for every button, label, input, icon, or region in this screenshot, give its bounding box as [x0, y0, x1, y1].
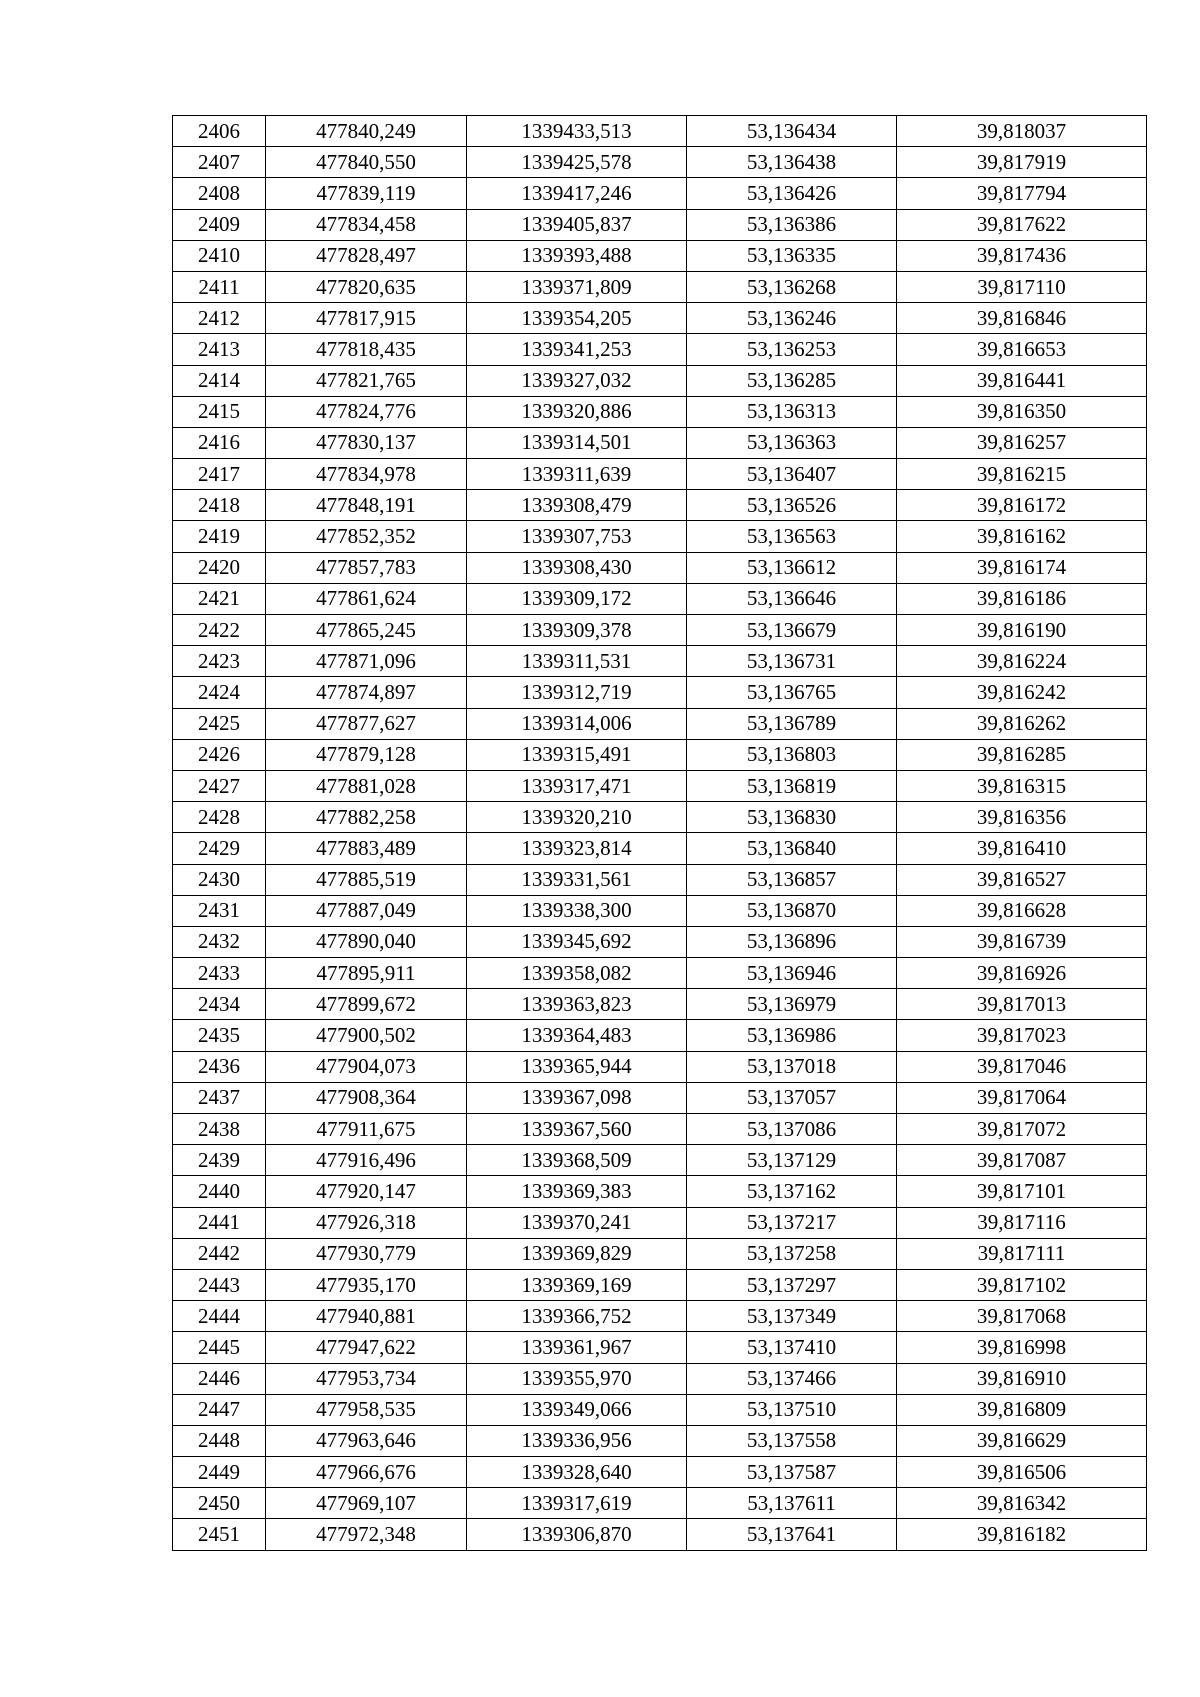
x-coordinate-cell: 477877,627	[266, 708, 467, 739]
longitude-cell: 39,816998	[897, 1332, 1147, 1363]
longitude-cell: 39,816182	[897, 1519, 1147, 1550]
longitude-cell: 39,816739	[897, 926, 1147, 957]
latitude-cell: 53,136407	[687, 459, 897, 490]
point-number-cell: 2448	[173, 1425, 266, 1456]
latitude-cell: 53,136803	[687, 739, 897, 770]
y-coordinate-cell: 1339367,098	[467, 1082, 687, 1113]
latitude-cell: 53,136434	[687, 116, 897, 147]
longitude-cell: 39,817110	[897, 271, 1147, 302]
y-coordinate-cell: 1339345,692	[467, 926, 687, 957]
point-number-cell: 2424	[173, 677, 266, 708]
x-coordinate-cell: 477904,073	[266, 1051, 467, 1082]
y-coordinate-cell: 1339369,169	[467, 1269, 687, 1300]
y-coordinate-cell: 1339311,639	[467, 459, 687, 490]
latitude-cell: 53,137086	[687, 1114, 897, 1145]
point-number-cell: 2429	[173, 833, 266, 864]
longitude-cell: 39,817111	[897, 1238, 1147, 1269]
x-coordinate-cell: 477887,049	[266, 895, 467, 926]
point-number-cell: 2414	[173, 365, 266, 396]
point-number-cell: 2443	[173, 1269, 266, 1300]
table-row	[173, 396, 1147, 427]
y-coordinate-cell: 1339314,501	[467, 427, 687, 458]
point-number-cell: 2445	[173, 1332, 266, 1363]
point-number-cell: 2446	[173, 1363, 266, 1394]
x-coordinate-cell: 477852,352	[266, 521, 467, 552]
latitude-cell: 53,137410	[687, 1332, 897, 1363]
latitude-cell: 53,136979	[687, 989, 897, 1020]
x-coordinate-cell: 477882,258	[266, 802, 467, 833]
x-coordinate-cell: 477821,765	[266, 365, 467, 396]
x-coordinate-cell: 477920,147	[266, 1176, 467, 1207]
table-row	[173, 1082, 1147, 1113]
table-row	[173, 334, 1147, 365]
y-coordinate-cell: 1339341,253	[467, 334, 687, 365]
y-coordinate-cell: 1339308,479	[467, 490, 687, 521]
longitude-cell: 39,817622	[897, 209, 1147, 240]
latitude-cell: 53,136335	[687, 240, 897, 271]
y-coordinate-cell: 1339309,172	[467, 583, 687, 614]
y-coordinate-cell: 1339309,378	[467, 615, 687, 646]
x-coordinate-cell: 477895,911	[266, 958, 467, 989]
y-coordinate-cell: 1339433,513	[467, 116, 687, 147]
coordinates-table-body	[173, 116, 1147, 1551]
longitude-cell: 39,816262	[897, 708, 1147, 739]
table-row	[173, 1020, 1147, 1051]
x-coordinate-cell: 477899,672	[266, 989, 467, 1020]
longitude-cell: 39,817436	[897, 240, 1147, 271]
x-coordinate-cell: 477874,897	[266, 677, 467, 708]
point-number-cell: 2421	[173, 583, 266, 614]
longitude-cell: 39,816190	[897, 615, 1147, 646]
table-row	[173, 271, 1147, 302]
table-row	[173, 147, 1147, 178]
y-coordinate-cell: 1339363,823	[467, 989, 687, 1020]
longitude-cell: 39,817087	[897, 1145, 1147, 1176]
longitude-cell: 39,816215	[897, 459, 1147, 490]
y-coordinate-cell: 1339317,619	[467, 1488, 687, 1519]
point-number-cell: 2426	[173, 739, 266, 770]
x-coordinate-cell: 477958,535	[266, 1394, 467, 1425]
table-row	[173, 1519, 1147, 1550]
point-number-cell: 2439	[173, 1145, 266, 1176]
table-row	[173, 240, 1147, 271]
latitude-cell: 53,136363	[687, 427, 897, 458]
point-number-cell: 2450	[173, 1488, 266, 1519]
latitude-cell: 53,137162	[687, 1176, 897, 1207]
longitude-cell: 39,816910	[897, 1363, 1147, 1394]
x-coordinate-cell: 477818,435	[266, 334, 467, 365]
latitude-cell: 53,137057	[687, 1082, 897, 1113]
table-row	[173, 427, 1147, 458]
point-number-cell: 2418	[173, 490, 266, 521]
latitude-cell: 53,136285	[687, 365, 897, 396]
latitude-cell: 53,137349	[687, 1301, 897, 1332]
point-number-cell: 2415	[173, 396, 266, 427]
latitude-cell: 53,136563	[687, 521, 897, 552]
table-row	[173, 1238, 1147, 1269]
point-number-cell: 2407	[173, 147, 266, 178]
x-coordinate-cell: 477911,675	[266, 1114, 467, 1145]
point-number-cell: 2440	[173, 1176, 266, 1207]
x-coordinate-cell: 477916,496	[266, 1145, 467, 1176]
coordinates-table	[172, 115, 1147, 1551]
x-coordinate-cell: 477871,096	[266, 646, 467, 677]
y-coordinate-cell: 1339338,300	[467, 895, 687, 926]
x-coordinate-cell: 477861,624	[266, 583, 467, 614]
latitude-cell: 53,136840	[687, 833, 897, 864]
point-number-cell: 2422	[173, 615, 266, 646]
table-row	[173, 303, 1147, 334]
point-number-cell: 2423	[173, 646, 266, 677]
table-row	[173, 926, 1147, 957]
longitude-cell: 39,817101	[897, 1176, 1147, 1207]
latitude-cell: 53,137466	[687, 1363, 897, 1394]
latitude-cell: 53,137558	[687, 1425, 897, 1456]
y-coordinate-cell: 1339307,753	[467, 521, 687, 552]
y-coordinate-cell: 1339355,970	[467, 1363, 687, 1394]
longitude-cell: 39,817116	[897, 1207, 1147, 1238]
point-number-cell: 2416	[173, 427, 266, 458]
y-coordinate-cell: 1339308,430	[467, 552, 687, 583]
x-coordinate-cell: 477969,107	[266, 1488, 467, 1519]
x-coordinate-cell: 477926,318	[266, 1207, 467, 1238]
longitude-cell: 39,816629	[897, 1425, 1147, 1456]
latitude-cell: 53,137018	[687, 1051, 897, 1082]
latitude-cell: 53,136612	[687, 552, 897, 583]
x-coordinate-cell: 477820,635	[266, 271, 467, 302]
latitude-cell: 53,136896	[687, 926, 897, 957]
x-coordinate-cell: 477966,676	[266, 1457, 467, 1488]
point-number-cell: 2413	[173, 334, 266, 365]
latitude-cell: 53,136246	[687, 303, 897, 334]
x-coordinate-cell: 477839,119	[266, 178, 467, 209]
latitude-cell: 53,136857	[687, 864, 897, 895]
point-number-cell: 2419	[173, 521, 266, 552]
longitude-cell: 39,816506	[897, 1457, 1147, 1488]
longitude-cell: 39,816809	[897, 1394, 1147, 1425]
y-coordinate-cell: 1339370,241	[467, 1207, 687, 1238]
latitude-cell: 53,136870	[687, 895, 897, 926]
longitude-cell: 39,816257	[897, 427, 1147, 458]
x-coordinate-cell: 477972,348	[266, 1519, 467, 1550]
point-number-cell: 2434	[173, 989, 266, 1020]
point-number-cell: 2431	[173, 895, 266, 926]
y-coordinate-cell: 1339367,560	[467, 1114, 687, 1145]
point-number-cell: 2412	[173, 303, 266, 334]
y-coordinate-cell: 1339405,837	[467, 209, 687, 240]
longitude-cell: 39,816172	[897, 490, 1147, 521]
point-number-cell: 2435	[173, 1020, 266, 1051]
y-coordinate-cell: 1339368,509	[467, 1145, 687, 1176]
y-coordinate-cell: 1339306,870	[467, 1519, 687, 1550]
table-row	[173, 1363, 1147, 1394]
x-coordinate-cell: 477883,489	[266, 833, 467, 864]
longitude-cell: 39,817072	[897, 1114, 1147, 1145]
latitude-cell: 53,136946	[687, 958, 897, 989]
point-number-cell: 2442	[173, 1238, 266, 1269]
y-coordinate-cell: 1339369,829	[467, 1238, 687, 1269]
x-coordinate-cell: 477857,783	[266, 552, 467, 583]
table-row	[173, 521, 1147, 552]
y-coordinate-cell: 1339317,471	[467, 770, 687, 801]
y-coordinate-cell: 1339331,561	[467, 864, 687, 895]
x-coordinate-cell: 477865,245	[266, 615, 467, 646]
point-number-cell: 2432	[173, 926, 266, 957]
y-coordinate-cell: 1339417,246	[467, 178, 687, 209]
latitude-cell: 53,137217	[687, 1207, 897, 1238]
longitude-cell: 39,816653	[897, 334, 1147, 365]
y-coordinate-cell: 1339354,205	[467, 303, 687, 334]
y-coordinate-cell: 1339366,752	[467, 1301, 687, 1332]
point-number-cell: 2441	[173, 1207, 266, 1238]
longitude-cell: 39,816350	[897, 396, 1147, 427]
x-coordinate-cell: 477834,978	[266, 459, 467, 490]
y-coordinate-cell: 1339425,578	[467, 147, 687, 178]
y-coordinate-cell: 1339315,491	[467, 739, 687, 770]
y-coordinate-cell: 1339349,066	[467, 1394, 687, 1425]
x-coordinate-cell: 477890,040	[266, 926, 467, 957]
table-row	[173, 116, 1147, 147]
longitude-cell: 39,817064	[897, 1082, 1147, 1113]
longitude-cell: 39,816527	[897, 864, 1147, 895]
longitude-cell: 39,816410	[897, 833, 1147, 864]
y-coordinate-cell: 1339371,809	[467, 271, 687, 302]
longitude-cell: 39,816926	[897, 958, 1147, 989]
point-number-cell: 2420	[173, 552, 266, 583]
point-number-cell: 2408	[173, 178, 266, 209]
longitude-cell: 39,816315	[897, 770, 1147, 801]
table-row	[173, 459, 1147, 490]
y-coordinate-cell: 1339365,944	[467, 1051, 687, 1082]
table-row	[173, 833, 1147, 864]
longitude-cell: 39,816242	[897, 677, 1147, 708]
latitude-cell: 53,137587	[687, 1457, 897, 1488]
point-number-cell: 2409	[173, 209, 266, 240]
point-number-cell: 2436	[173, 1051, 266, 1082]
longitude-cell: 39,816441	[897, 365, 1147, 396]
longitude-cell: 39,816846	[897, 303, 1147, 334]
latitude-cell: 53,137297	[687, 1269, 897, 1300]
table-row	[173, 1176, 1147, 1207]
point-number-cell: 2449	[173, 1457, 266, 1488]
latitude-cell: 53,136426	[687, 178, 897, 209]
y-coordinate-cell: 1339327,032	[467, 365, 687, 396]
table-row	[173, 1332, 1147, 1363]
point-number-cell: 2430	[173, 864, 266, 895]
x-coordinate-cell: 477885,519	[266, 864, 467, 895]
latitude-cell: 53,136313	[687, 396, 897, 427]
longitude-cell: 39,817794	[897, 178, 1147, 209]
point-number-cell: 2411	[173, 271, 266, 302]
table-row	[173, 1425, 1147, 1456]
y-coordinate-cell: 1339323,814	[467, 833, 687, 864]
table-row	[173, 1051, 1147, 1082]
x-coordinate-cell: 477824,776	[266, 396, 467, 427]
latitude-cell: 53,136819	[687, 770, 897, 801]
table-row	[173, 770, 1147, 801]
longitude-cell: 39,817013	[897, 989, 1147, 1020]
longitude-cell: 39,816356	[897, 802, 1147, 833]
table-row	[173, 1269, 1147, 1300]
longitude-cell: 39,816186	[897, 583, 1147, 614]
x-coordinate-cell: 477830,137	[266, 427, 467, 458]
x-coordinate-cell: 477848,191	[266, 490, 467, 521]
longitude-cell: 39,816174	[897, 552, 1147, 583]
latitude-cell: 53,136789	[687, 708, 897, 739]
point-number-cell: 2438	[173, 1114, 266, 1145]
latitude-cell: 53,136526	[687, 490, 897, 521]
table-row	[173, 552, 1147, 583]
y-coordinate-cell: 1339393,488	[467, 240, 687, 271]
x-coordinate-cell: 477940,881	[266, 1301, 467, 1332]
y-coordinate-cell: 1339311,531	[467, 646, 687, 677]
table-row	[173, 209, 1147, 240]
table-row	[173, 677, 1147, 708]
point-number-cell: 2444	[173, 1301, 266, 1332]
latitude-cell: 53,136679	[687, 615, 897, 646]
table-row	[173, 1301, 1147, 1332]
y-coordinate-cell: 1339336,956	[467, 1425, 687, 1456]
latitude-cell: 53,137258	[687, 1238, 897, 1269]
table-row	[173, 365, 1147, 396]
y-coordinate-cell: 1339358,082	[467, 958, 687, 989]
x-coordinate-cell: 477935,170	[266, 1269, 467, 1300]
table-row	[173, 615, 1147, 646]
latitude-cell: 53,136731	[687, 646, 897, 677]
point-number-cell: 2451	[173, 1519, 266, 1550]
latitude-cell: 53,136438	[687, 147, 897, 178]
x-coordinate-cell: 477900,502	[266, 1020, 467, 1051]
table-row	[173, 178, 1147, 209]
table-row	[173, 708, 1147, 739]
latitude-cell: 53,136253	[687, 334, 897, 365]
y-coordinate-cell: 1339369,383	[467, 1176, 687, 1207]
y-coordinate-cell: 1339312,719	[467, 677, 687, 708]
y-coordinate-cell: 1339361,967	[467, 1332, 687, 1363]
table-row	[173, 958, 1147, 989]
x-coordinate-cell: 477817,915	[266, 303, 467, 334]
longitude-cell: 39,817068	[897, 1301, 1147, 1332]
y-coordinate-cell: 1339364,483	[467, 1020, 687, 1051]
latitude-cell: 53,137641	[687, 1519, 897, 1550]
point-number-cell: 2410	[173, 240, 266, 271]
x-coordinate-cell: 477828,497	[266, 240, 467, 271]
table-row	[173, 1207, 1147, 1238]
table-row	[173, 583, 1147, 614]
longitude-cell: 39,816628	[897, 895, 1147, 926]
table-row	[173, 1394, 1147, 1425]
table-row	[173, 989, 1147, 1020]
table-row	[173, 1488, 1147, 1519]
table-row	[173, 1145, 1147, 1176]
table-row	[173, 1457, 1147, 1488]
latitude-cell: 53,137129	[687, 1145, 897, 1176]
x-coordinate-cell: 477881,028	[266, 770, 467, 801]
x-coordinate-cell: 477840,249	[266, 116, 467, 147]
table-row	[173, 1114, 1147, 1145]
x-coordinate-cell: 477953,734	[266, 1363, 467, 1394]
longitude-cell: 39,816285	[897, 739, 1147, 770]
y-coordinate-cell: 1339320,886	[467, 396, 687, 427]
x-coordinate-cell: 477879,128	[266, 739, 467, 770]
latitude-cell: 53,136986	[687, 1020, 897, 1051]
longitude-cell: 39,816224	[897, 646, 1147, 677]
point-number-cell: 2428	[173, 802, 266, 833]
y-coordinate-cell: 1339328,640	[467, 1457, 687, 1488]
table-row	[173, 490, 1147, 521]
table-row	[173, 739, 1147, 770]
x-coordinate-cell: 477834,458	[266, 209, 467, 240]
latitude-cell: 53,137611	[687, 1488, 897, 1519]
point-number-cell: 2437	[173, 1082, 266, 1113]
longitude-cell: 39,817023	[897, 1020, 1147, 1051]
point-number-cell: 2417	[173, 459, 266, 490]
latitude-cell: 53,136268	[687, 271, 897, 302]
longitude-cell: 39,818037	[897, 116, 1147, 147]
longitude-cell: 39,816342	[897, 1488, 1147, 1519]
longitude-cell: 39,817102	[897, 1269, 1147, 1300]
latitude-cell: 53,136765	[687, 677, 897, 708]
point-number-cell: 2425	[173, 708, 266, 739]
table-row	[173, 895, 1147, 926]
point-number-cell: 2433	[173, 958, 266, 989]
latitude-cell: 53,137510	[687, 1394, 897, 1425]
point-number-cell: 2427	[173, 770, 266, 801]
y-coordinate-cell: 1339320,210	[467, 802, 687, 833]
point-number-cell: 2447	[173, 1394, 266, 1425]
longitude-cell: 39,816162	[897, 521, 1147, 552]
longitude-cell: 39,817046	[897, 1051, 1147, 1082]
x-coordinate-cell: 477908,364	[266, 1082, 467, 1113]
table-row	[173, 646, 1147, 677]
table-row	[173, 802, 1147, 833]
y-coordinate-cell: 1339314,006	[467, 708, 687, 739]
x-coordinate-cell: 477840,550	[266, 147, 467, 178]
point-number-cell: 2406	[173, 116, 266, 147]
latitude-cell: 53,136830	[687, 802, 897, 833]
x-coordinate-cell: 477947,622	[266, 1332, 467, 1363]
x-coordinate-cell: 477930,779	[266, 1238, 467, 1269]
x-coordinate-cell: 477963,646	[266, 1425, 467, 1456]
table-row	[173, 864, 1147, 895]
latitude-cell: 53,136646	[687, 583, 897, 614]
latitude-cell: 53,136386	[687, 209, 897, 240]
longitude-cell: 39,817919	[897, 147, 1147, 178]
